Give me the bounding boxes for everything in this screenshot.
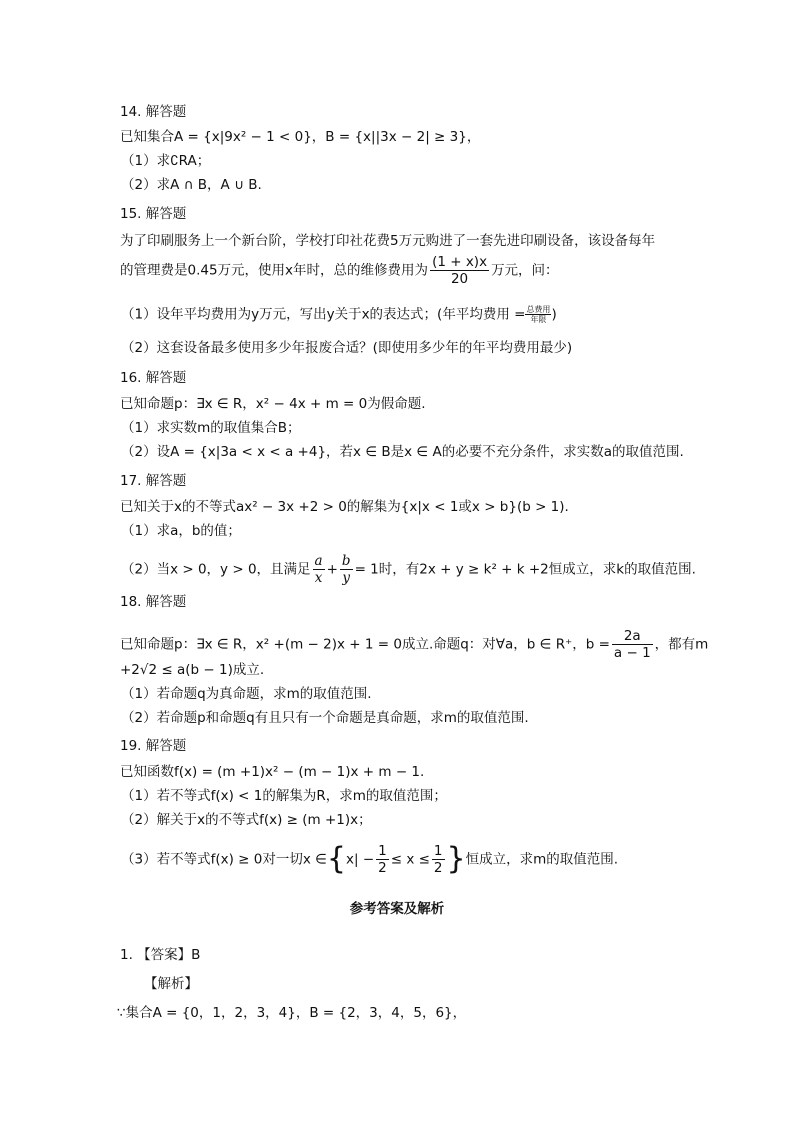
q19-statement: 已知函数f(x) = (m +1)x² − (m − 1)x + m − 1. xyxy=(120,764,425,780)
q17-part2-start: （2）当x > 0，y > 0，且满足 xyxy=(121,561,311,578)
q19-heading: 19. 解答题 xyxy=(120,738,187,754)
q18-fraction xyxy=(612,628,653,661)
q15-part1-start: （1）设年平均费用为y万元，写出y关于x的表达式；(年平均费用 = xyxy=(121,306,526,323)
q15-line2-start: 的管理费是0.45万元，使用x年时，总的维修费用为 xyxy=(120,262,429,279)
q19-set-middle: ≤ x ≤ xyxy=(390,851,430,868)
answer-analysis-label: 【解析】 xyxy=(144,976,198,992)
q17-statement: 已知关于x的不等式ax² − 3x +2 > 0的解集为{x|x < 1或x > b}(b > 1). xyxy=(120,499,569,515)
q14-part1: （1）求∁RA； xyxy=(121,153,211,169)
q19-fb-denominator: 2 xyxy=(433,860,443,876)
q15-average-cost-fraction xyxy=(525,305,551,324)
q18-line1-end: ，都有m xyxy=(654,636,709,653)
q17-part1: （1）求a，b的值； xyxy=(121,523,241,539)
q15-part2: （2）这套设备最多使用多少年报废合适？(即使用多少年的年平均费用最少) xyxy=(121,340,573,356)
q19-set-start: x| − xyxy=(345,851,375,868)
answer-1-line1: ∵集合A = {0，1，2，3，4}，B = {2，3，4，5，6}， xyxy=(117,1005,467,1021)
q18-line1-start: 已知命题p：∃x ∈ R，x² +(m − 2)x + 1 = 0成立.命题q：对∀a，b ∈ R⁺，b = xyxy=(120,636,610,653)
q15-statement-line1: 为了印刷服务上一个新台阶，学校打印社花费5万元购进了一套先进印刷设备，该设备每年 xyxy=(120,233,656,249)
q18-heading: 18. 解答题 xyxy=(120,594,187,610)
q18-part1: （1）若命题q为真命题，求m的取值范围. xyxy=(121,686,372,702)
answer-1: 1. 【答案】B xyxy=(120,947,201,963)
q15-line2-end: 万元，问： xyxy=(491,262,559,279)
q19-part2: （2）解关于x的不等式f(x) ≥ (m +1)x； xyxy=(121,812,372,828)
q18-fraction-numerator: 2a xyxy=(612,628,653,645)
q19-fa-denominator: 2 xyxy=(378,860,387,876)
q16-statement: 已知命题p：∃x ∈ R，x² − 4x + m = 0为假命题. xyxy=(120,396,426,412)
q16-part2: （2）设A = {x|3a < x < a +4}，若x ∈ B是x ∈ A的必要不充分条件，求实数a的取值范围. xyxy=(121,444,684,460)
q15-small-numerator: 总费用 xyxy=(526,305,551,314)
q14-heading: 14. 解答题 xyxy=(120,104,187,120)
q15-fraction-numerator: (1 + x)x xyxy=(432,254,488,270)
q14-statement: 已知集合A = {x|9x² − 1 < 0}，B = {x||3x − 2| ≥ 3}， xyxy=(120,129,481,145)
q17-fraction-b-over-y xyxy=(340,553,353,586)
q18-statement-line2: +2√2 ≤ a(b − 1)成立. xyxy=(120,662,265,678)
q14-part2: （2）求A ∩ B，A ∪ B. xyxy=(121,177,262,193)
q17-f1-numerator: a xyxy=(314,553,323,569)
q15-statement-line2 xyxy=(120,254,559,287)
q19-fb-numerator: 1 xyxy=(433,843,443,859)
q18-part2: （2）若命题p和命题q有且只有一个命题是真命题，求m的取值范围. xyxy=(121,710,529,726)
q15-fraction-denominator: 20 xyxy=(450,271,469,287)
q18-fraction-denominator: a − 1 xyxy=(613,645,651,661)
q15-heading: 15. 解答题 xyxy=(120,206,187,222)
q19-part3-end: 恒成立，求m的取值范围. xyxy=(465,851,619,868)
q17-f2-numerator: b xyxy=(341,553,351,569)
q17-fraction-a-over-x xyxy=(313,553,325,586)
answers-title: 参考答案及解析 xyxy=(349,901,445,917)
q17-f1-denominator: x xyxy=(314,570,323,586)
q15-part1-end: ) xyxy=(551,306,557,323)
q19-part3 xyxy=(121,843,618,876)
q17-f2-denominator: y xyxy=(342,570,351,586)
q19-part3-start: （3）若不等式f(x) ≥ 0对一切x ∈ xyxy=(121,851,327,868)
q19-part1: （1）若不等式f(x) < 1的解集为R，求m的取值范围； xyxy=(121,788,447,804)
q15-cost-fraction xyxy=(430,254,489,287)
q16-heading: 16. 解答题 xyxy=(120,370,187,386)
q15-part1 xyxy=(121,305,557,324)
q19-fa-numerator: 1 xyxy=(378,843,387,859)
q17-heading: 17. 解答题 xyxy=(120,473,187,489)
q15-small-denominator: 年限 xyxy=(530,315,547,324)
q16-part1: （1）求实数m的取值集合B； xyxy=(121,420,301,436)
q17-plus-sign: + xyxy=(326,561,338,578)
q17-part2-end: = 1时，有2x + y ≥ k² + k +2恒成立，求k的取值范围. xyxy=(354,561,696,578)
q17-part2 xyxy=(121,553,696,586)
q19-fraction-b xyxy=(432,843,445,876)
q19-right-brace: } xyxy=(446,841,466,877)
q18-statement-line1 xyxy=(120,628,708,661)
q19-fraction-a xyxy=(376,843,389,876)
q19-left-brace: { xyxy=(326,841,346,877)
